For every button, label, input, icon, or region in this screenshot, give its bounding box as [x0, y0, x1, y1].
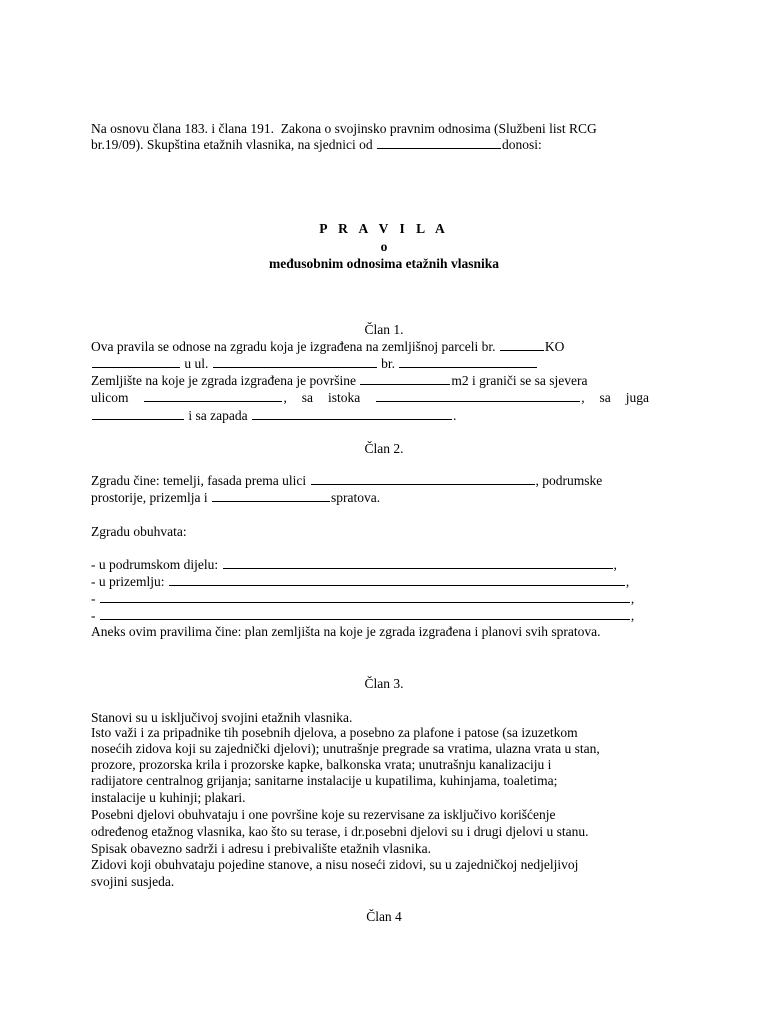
document-subtitle-o: o	[380, 239, 388, 254]
clan-3-line: Posebni djelovi obuhvataju i one površine koje su rezervisane za isključivo korišćenje	[91, 807, 556, 822]
clan-2-dash-2: - ,	[91, 608, 635, 623]
clan-2-title: Član 2.	[364, 441, 404, 456]
clan-1-title: Član 1.	[364, 322, 404, 337]
clan-3-title: Član 3.	[364, 676, 404, 691]
clan-1-line-5: i sa zapada .	[91, 408, 456, 424]
clan-2-aneks: Aneks ovim pravilima čine: plan zemljišta na koje je zgrada izgrađena i planovi svih spratova.	[91, 624, 601, 639]
clan-3-line: Stanovi su u isključivoj svojini etažnih vlasnika.	[91, 710, 353, 725]
clan-2-podrum: - u podrumskom dijelu: ,	[91, 557, 617, 572]
clan-3-line: Zidovi koji obuhvataju pojedine stanove, a nisu noseći zidovi, su u zajedničkoj nedjeljivoj	[91, 857, 579, 872]
clan-3-line: prozore, prozorska krila i prozorske kapke, balkonska vrata; unutrašnju kanalizaciju i	[91, 757, 552, 772]
clan-1-line-2: u ul. br.	[91, 356, 538, 372]
preamble-line-1: Na osnovu člana 183. i člana 191. Zakona o svojinsko pravnim odnosima (Službeni list RCG	[91, 121, 597, 136]
clan-3-line: Spisak obavezno sadrži i adresu i prebivalište etažnih vlasnika.	[91, 841, 432, 856]
clan-3-line: Isto važi i za pripadnike tih posebnih djelova, a posebno za plafone i patose (sa izuzetkom	[91, 725, 578, 740]
clan-3-line: nosećih zidova koji su zajednički djelovi); unutrašnje pregrade sa vratima, ulazna vrata u stan,	[91, 741, 600, 756]
clan-3-line: određenog etažnog vlasnika, kao što su terase, i dr.posebni djelovi su i drugi djelovi u stanu.	[91, 824, 589, 839]
clan-1-line-4: ulicom , sa istoka , sa juga	[91, 390, 649, 405]
clan-4-title: Član 4	[366, 909, 402, 924]
document-subtitle: međusobnim odnosima etažnih vlasnika	[269, 256, 499, 271]
clan-1-line-1: Ova pravila se odnose na zgradu koja je izgrađena na zemljišnoj parceli br. KO	[91, 339, 565, 354]
clan-3-line: instalacije u kuhinji; plakari.	[91, 790, 246, 805]
clan-3-line: radijatore centralnog grijanja; sanitarne instalacije u kupatilima, kuhinjama, toaletima;	[91, 773, 558, 788]
document-title: P R A V I L A	[319, 221, 449, 236]
clan-2-obuhvata: Zgradu obuhvata:	[91, 524, 187, 539]
clan-1-line-3: Zemljište na koje je zgrada izgrađena je površine m2 i graniči se sa sjevera	[91, 373, 588, 388]
clan-3-line: svojini susjeda.	[91, 874, 175, 889]
clan-2-line-2: prostorije, prizemlja i spratova.	[91, 490, 381, 505]
clan-2-dash-1: - ,	[91, 591, 635, 606]
clan-2-line-1: Zgradu čine: temelji, fasada prema ulici , podrumske	[91, 473, 603, 488]
preamble-line-2: br.19/09). Skupština etažnih vlasnika, na sjednici od donosi:	[91, 137, 542, 152]
blank-date	[377, 137, 501, 149]
clan-2-prizemlje: - u prizemlju: ,	[91, 574, 630, 589]
